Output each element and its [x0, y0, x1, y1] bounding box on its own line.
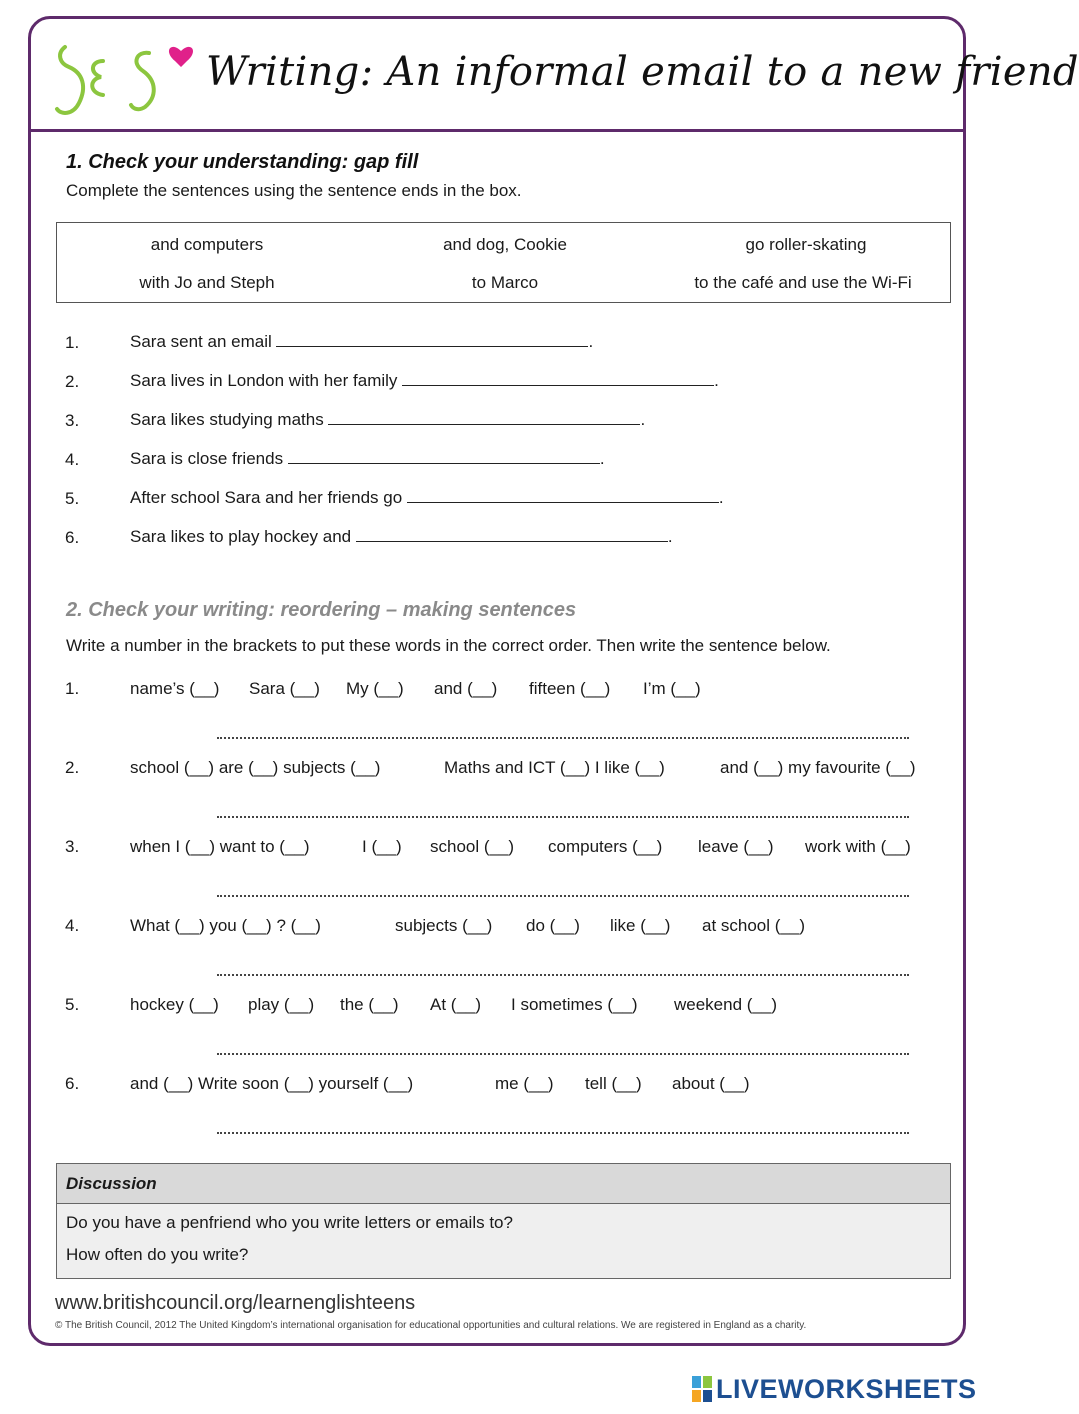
- word-box-item: and computers: [150, 235, 264, 254]
- answer-blank[interactable]: [328, 410, 640, 425]
- answer-blank[interactable]: [407, 488, 719, 503]
- ses-logo: [53, 25, 203, 125]
- discussion-body: [57, 1204, 950, 1278]
- answer-line[interactable]: [217, 1053, 909, 1055]
- answer-line[interactable]: [217, 974, 909, 976]
- word-segment: Sara (__): [249, 679, 320, 698]
- gap-fill-sentence: [130, 410, 645, 430]
- item-number: 6.: [65, 1074, 80, 1093]
- heart-icon: [169, 47, 193, 67]
- word-segment: when I (__) want to (__): [130, 837, 310, 856]
- sentence-end: .: [640, 410, 646, 429]
- item-number: 4.: [65, 916, 80, 935]
- word-segment: and (__) Write soon (__) yourself (__): [130, 1074, 414, 1093]
- item-number: 3.: [65, 837, 80, 856]
- discussion-question: How often do you write?: [66, 1245, 249, 1264]
- word-segment: What (__) you (__) ? (__): [130, 916, 321, 935]
- section2-heading: 2. Check your writing: reordering – making sentences: [66, 599, 577, 621]
- answer-line[interactable]: [217, 1132, 909, 1134]
- answer-blank[interactable]: [288, 449, 600, 464]
- word-segment: subjects (__): [395, 916, 493, 935]
- word-box-item: and dog, Cookie: [443, 235, 567, 254]
- word-segment: me (__): [495, 1074, 554, 1093]
- word-segment: My (__): [346, 679, 404, 698]
- gap-fill-sentence: [130, 449, 605, 469]
- answer-blank[interactable]: [276, 332, 588, 347]
- word-segment: I’m (__): [643, 679, 701, 698]
- word-segment: school (__) are (__) subjects (__): [130, 758, 381, 777]
- answer-blank[interactable]: [402, 371, 714, 386]
- word-segment: do (__): [526, 916, 580, 935]
- worksheet-header: [31, 19, 1079, 132]
- sentence-text: Sara likes studying maths: [130, 410, 324, 429]
- item-number: 4.: [65, 450, 80, 469]
- sentence-text: Sara likes to play hockey and: [130, 527, 352, 546]
- liveworksheets-logo-icon: [692, 1376, 712, 1402]
- discussion-header: [57, 1164, 950, 1204]
- worksheet-title: Writing: An informal email to a new friend: [206, 49, 1079, 95]
- answer-line[interactable]: [217, 816, 909, 818]
- item-number: 5.: [65, 995, 80, 1014]
- word-box-item: to the café and use the Wi-Fi: [694, 273, 912, 292]
- section1-instruction: Complete the sentences using the sentence ends in the box.: [66, 181, 522, 200]
- word-segment: I sometimes (__): [511, 995, 638, 1014]
- item-number: 5.: [65, 489, 80, 508]
- item-number: 2.: [65, 372, 80, 391]
- word-segment: computers (__): [548, 837, 663, 856]
- sentence-text: Sara lives in London with her family: [130, 371, 398, 390]
- sentence-end: .: [714, 371, 719, 390]
- word-segment: and (__): [434, 679, 498, 698]
- sentence-text: Sara sent an email: [130, 332, 272, 351]
- sentence-text: Sara is close friends: [130, 449, 284, 468]
- answer-line[interactable]: [217, 895, 909, 897]
- word-segment: about (__): [672, 1074, 750, 1093]
- word-segment: fifteen (__): [529, 679, 611, 698]
- word-segment: and (__) my favourite (__): [720, 758, 916, 777]
- sentence-end: .: [599, 449, 605, 468]
- word-segment: At (__): [430, 995, 482, 1014]
- item-number: 3.: [65, 411, 80, 430]
- item-number: 1.: [65, 679, 80, 698]
- sentence-end: .: [718, 488, 724, 507]
- section2-instruction: Write a number in the brackets to put these words in the correct order. Then write the sentence below.: [66, 636, 831, 655]
- word-segment: tell (__): [585, 1074, 642, 1093]
- worksheet-frame: [28, 16, 1079, 1346]
- sentence-end: .: [667, 527, 673, 546]
- gap-fill-sentence: [130, 371, 719, 391]
- word-segment: the (__): [340, 995, 399, 1014]
- word-box-item: go roller-skating: [745, 235, 867, 254]
- gap-fill-sentence: [130, 488, 724, 508]
- word-segment: like (__): [610, 916, 671, 935]
- item-number: 1.: [65, 333, 80, 352]
- word-segment: name’s (__): [130, 679, 220, 698]
- gap-fill-sentence: [130, 332, 593, 352]
- answer-blank[interactable]: [356, 527, 668, 542]
- discussion-heading: Discussion: [66, 1174, 157, 1193]
- word-segment: school (__): [430, 837, 515, 856]
- footer-url[interactable]: www.britishcouncil.org/learnenglishteens: [55, 1292, 416, 1314]
- word-segment: weekend (__): [674, 995, 778, 1014]
- word-box-item: to Marco: [471, 273, 539, 292]
- section1-heading: 1. Check your understanding: gap fill: [66, 151, 419, 173]
- word-segment: Maths and ICT (__) I like (__): [444, 758, 665, 777]
- discussion-box: [56, 1163, 951, 1279]
- footer-copyright: © The British Council, 2012 The United Kingdom’s international organisation for educational opportunities and cultural relations. We are registered in England as a charity.: [55, 1320, 807, 1331]
- word-segment: leave (__): [698, 837, 774, 856]
- liveworksheets-text: LIVEWORKSHEETS: [716, 1374, 977, 1404]
- gap-fill-sentence: [130, 527, 673, 547]
- word-box: [56, 222, 951, 303]
- sentence-end: .: [588, 332, 594, 351]
- word-segment: play (__): [248, 995, 315, 1014]
- sentence-text: After school Sara and her friends go: [130, 488, 403, 507]
- word-segment: at school (__): [702, 916, 805, 935]
- word-segment: work with (__): [805, 837, 911, 856]
- word-box-item: with Jo and Steph: [139, 273, 275, 292]
- item-number: 2.: [65, 758, 80, 777]
- word-segment: hockey (__): [130, 995, 219, 1014]
- word-segment: I (__): [362, 837, 402, 856]
- discussion-question: Do you have a penfriend who you write letters or emails to?: [66, 1213, 513, 1232]
- item-number: 6.: [65, 528, 80, 547]
- answer-line[interactable]: [217, 737, 909, 739]
